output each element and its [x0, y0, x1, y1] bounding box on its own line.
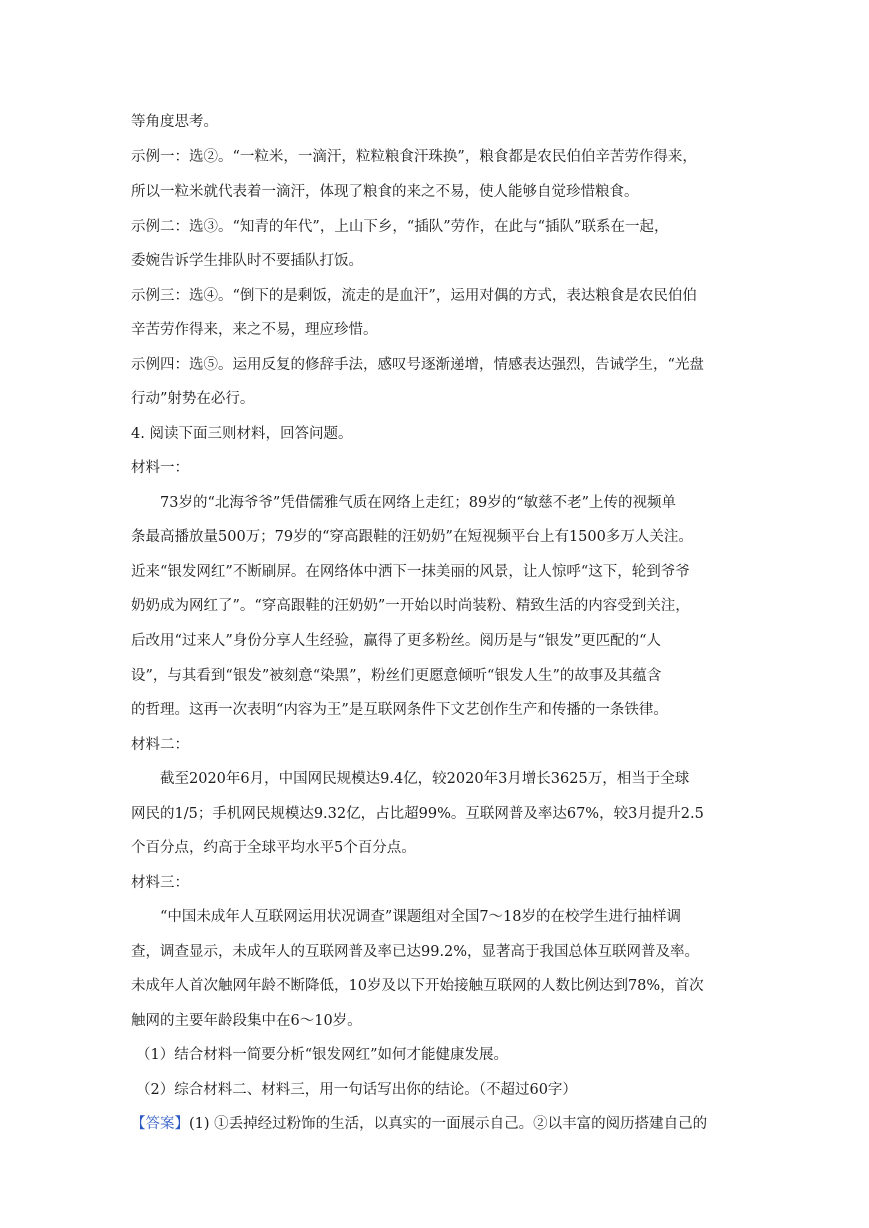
material-one-text: 73岁的“北海爷爷”凭借儒雅气质在网络上走红；89岁的“敏慈不老”上传的视频单	[160, 495, 677, 511]
text-line: 等角度思考。	[131, 114, 218, 130]
text-line: 所以一粒米就代表着一滴汗，体现了粮食的来之不易，使人能够自觉珍惜粮食。	[131, 184, 639, 200]
text-line: 行动”射势在必行。	[131, 391, 255, 407]
answer-line	[131, 1114, 707, 1134]
material-two-text: 截至2020年6月，中国网民规模达9.4亿，较2020年3月增长3625万，相当于全球	[160, 771, 690, 787]
example-three-line: 示例三：选④。“倒下的是剩饭，流走的是血汗”，运用对偶的方式，表达粮食是农民伯伯	[131, 288, 697, 304]
material-three-text: 触网的主要年龄段集中在6～10岁。	[131, 1013, 362, 1029]
answer-tag: 【答案】	[131, 1116, 189, 1132]
material-one-text: 后改用“过来人”身份分享人生经验，赢得了更多粉丝。阅历是与“银发”更匹配的“人	[131, 633, 662, 649]
text-line: 辛苦劳作得来，来之不易，理应珍惜。	[131, 322, 378, 338]
material-one-text: 的哲理。这再一次表明“内容为王”是互联网条件下文艺创作生产和传播的一条铁律。	[131, 702, 668, 718]
text-line: 委婉告诉学生排队时不要插队打饭。	[131, 253, 363, 269]
material-one-text: 近来“银发网红”不断刷屏。在网络体中洒下一抹美丽的风景，让人惊呼“这下，轮到爷爷	[131, 564, 690, 580]
material-two-text: 个百分点，约高于全球平均水平5个百分点。	[131, 840, 416, 856]
material-one-text: 条最高播放量500万；79岁的“穿高跟鞋的汪奶奶”在短视频平台上有1500多万人关注。	[131, 529, 693, 545]
example-four-line: 示例四：选⑤。运用反复的修辞手法，感叹号逐渐递增，情感表达强烈，告诫学生，“光盘	[131, 357, 704, 373]
material-three-text: 未成年人首次触网年龄不断降低，10岁及以下开始接触互联网的人数比例达到78%，首次	[131, 978, 704, 994]
sub-question-2: （2）综合材料二、材料三，用一句话写出你的结论。（不超过60字）	[136, 1082, 577, 1098]
question-heading: 4. 阅读下面三则材料，回答问题。	[131, 426, 353, 442]
material-three-text: 查，调查显示，未成年人的互联网普及率已达99.2%，显著高于我国总体互联网普及率。	[131, 944, 700, 960]
answer-text: (1) ①丢掉经过粉饰的生活，以真实的一面展示自己。②以丰富的阅历搭建自己的	[189, 1116, 708, 1132]
material-one-text: 设”，与其看到“银发”被刻意“染黑”，粉丝们更愿意倾听“银发人生”的故事及其蕴含	[131, 668, 662, 684]
example-two-line: 示例二：选③。“知青的年代”，上山下乡，“插队”劳作，在此与“插队”联系在一起，	[131, 219, 669, 235]
material-three-text: “中国未成年人互联网运用状况调查”课题组对全国7～18岁的在校学生进行抽样调	[160, 909, 681, 925]
material-two-text: 网民的1/5；手机网民规模达9.32亿，占比超99%。互联网普及率达67%，较3月提升2.5	[131, 806, 704, 822]
example-one-line: 示例一：选②。“一粒米，一滴汗，粒粒粮食汗珠换”，粮食都是农民伯伯辛苦劳作得来，	[131, 149, 697, 165]
material-one-label: 材料一：	[131, 460, 189, 476]
material-three-label: 材料三：	[131, 875, 189, 891]
material-one-text: 奶奶成为网红了”。“穿高跟鞋的汪奶奶”一开始以时尚装粉、精致生活的内容受到关注，	[131, 598, 690, 614]
sub-question-1: （1）结合材料一简要分析“银发网红”如何才能健康发展。	[136, 1047, 509, 1063]
material-two-label: 材料二：	[131, 737, 189, 753]
